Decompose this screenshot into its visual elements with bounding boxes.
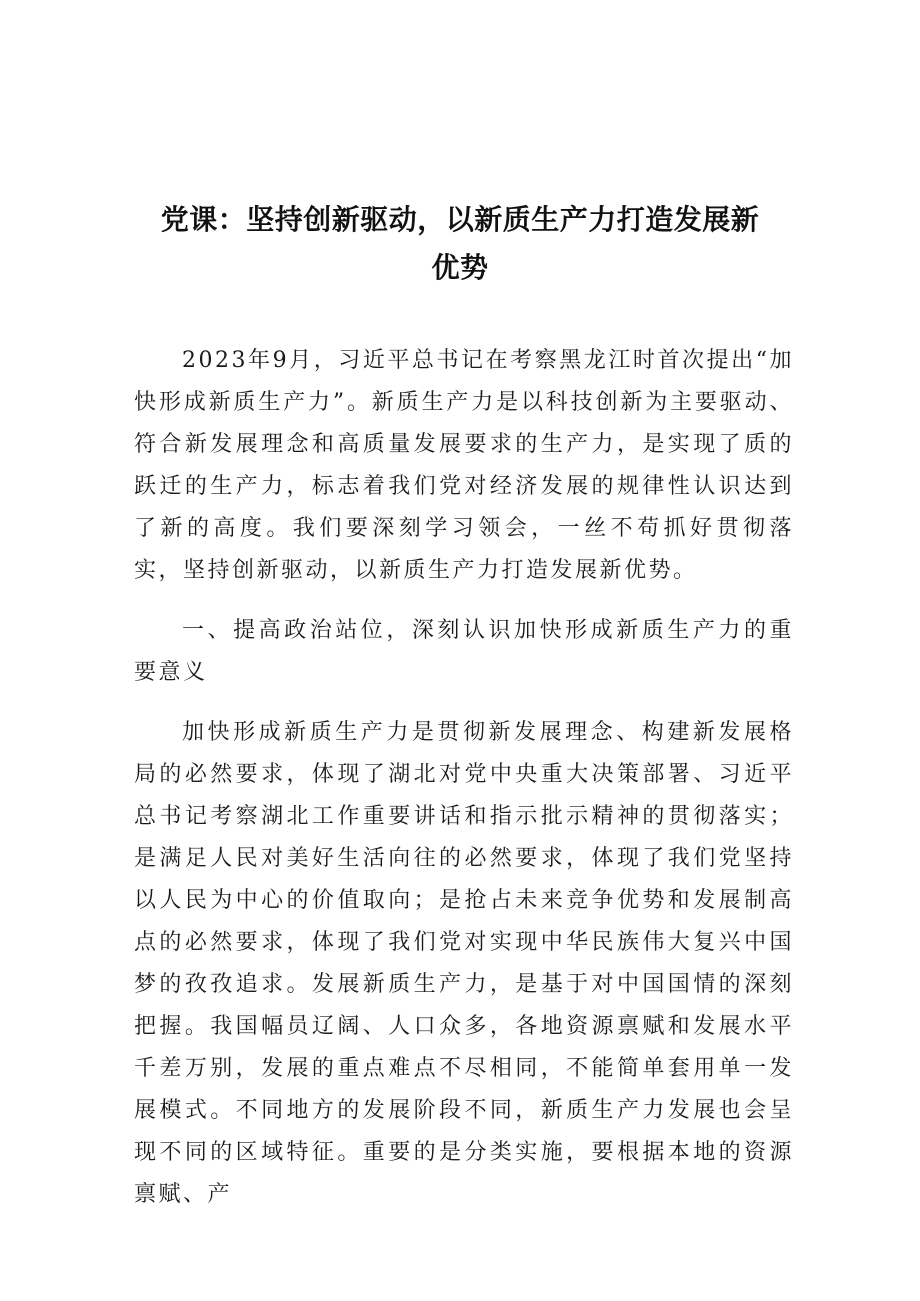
intro-paragraph: 2023年9月，习近平总书记在考察黑龙江时首次提出“加快形成新质生产力”。新质生产力是以科技创新为主要驱动、符合新发展理念和高质量发展要求的生产力，是实现了质的跃迁的生产力，标志着我们党对经济发展的规律性认识达到了新的高度。我们要深刻学习领会，一丝不苟抓好贯彻落实，坚持创新驱动，以新质生产力打造发展新优势。 (134, 348, 794, 583)
section-heading-1: 一、提高政治站位，深刻认识加快形成新质生产力的重要意义 (134, 618, 794, 685)
section-1-paragraph: 加快形成新质生产力是贯彻新发展理念、构建新发展格局的必然要求，体现了湖北对党中央重大决策部署、习近平总书记考察湖北工作重要讲话和指示批示精神的贯彻落实；是满足人民对美好生活向往的必然要求，体现了我们党坚持以人民为中心的价值取向；是抢占未来竞争优势和发展制高点的必然要求，体现了我们党对实现中华民族伟大复兴中国梦的孜孜追求。发展新质生产力，是基于对中国国情的深刻把握。我国幅员辽阔、人口众多，各地资源禀赋和发展水平千差万别，发展的重点难点不尽相同，不能简单套用单一发展模式。不同地方的发展阶段不同，新质生产力发展也会呈现不同的区域特征。重要的是分类实施，要根据本地的资源禀赋、产 (134, 720, 794, 1207)
document-body (134, 340, 794, 1234)
document-title: 党课：坚持创新驱动，以新质生产力打造发展新优势 (160, 203, 760, 284)
